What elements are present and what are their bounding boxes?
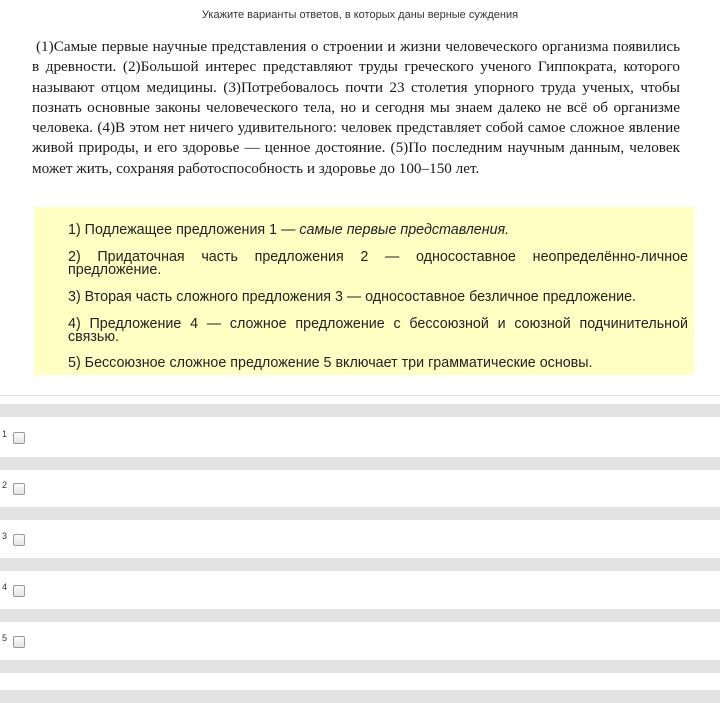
- row-separator: [0, 609, 720, 622]
- answer-checkbox-4[interactable]: [13, 585, 25, 597]
- option-text: 4) Предложение 4 — сложное предложение с бессоюзной и союзной подчинительной связью.: [68, 316, 688, 345]
- row-separator: [0, 507, 720, 520]
- answer-number: 4: [2, 582, 8, 592]
- option-statement-1: [68, 224, 688, 237]
- row-separator: [0, 558, 720, 571]
- question-instruction: Укажите варианты ответов, в которых даны верные суждения: [201, 9, 519, 21]
- option-text: 3) Вторая часть сложного предложения 3 — односоставное безличное предложение.: [68, 289, 636, 305]
- answer-checkbox-5[interactable]: [13, 636, 25, 648]
- option-italic-text: самые первые представления.: [299, 222, 510, 238]
- answer-checkbox-2[interactable]: [13, 483, 25, 495]
- row-separator: [0, 457, 720, 470]
- answer-number: 3: [2, 531, 8, 541]
- option-statement-4: [68, 318, 688, 344]
- option-text: 5) Бессоюзное сложное предложение 5 включает три грамматические основы.: [68, 355, 593, 371]
- answer-checkbox-3[interactable]: [13, 534, 25, 546]
- answer-number: 2: [2, 480, 8, 490]
- answer-number: 5: [2, 633, 8, 643]
- option-text: 1) Подлежащее предложения 1 —: [68, 222, 300, 238]
- row-separator: [0, 404, 720, 417]
- divider: [0, 395, 720, 396]
- row-separator: [0, 690, 720, 703]
- answer-number: 1: [2, 429, 8, 439]
- row-separator: [0, 660, 720, 673]
- option-statement-2: [68, 251, 688, 277]
- option-text: 2) Придаточная часть предложения 2 — односоставное неопределённо-личное предложение.: [68, 249, 688, 278]
- options-panel: [34, 207, 694, 375]
- option-statement-3: [68, 291, 688, 304]
- option-statement-5: [68, 357, 688, 370]
- passage-text: (1)Самые первые научные представления о строении и жизни человеческого организма появились в древности. (2)Большой интерес представляют труды греческого ученого Гиппократа, которого называют отцом медицины. (3)Потребовалось почти 23 столетия упорного труда ученых, чтобы познать основные законы человеческого тела, но и сегодня мы знаем далеко не всё об организме человека. (4)В этом нет ничего удивительного: человек представляет собой самое сложное явление живой природы, и его здоровье — ценное достояние. (5)По последним научным данным, человек может жить, сохраняя работоспособность и здоровье до 100–150 лет.: [32, 38, 680, 177]
- answer-checkbox-1[interactable]: [13, 432, 25, 444]
